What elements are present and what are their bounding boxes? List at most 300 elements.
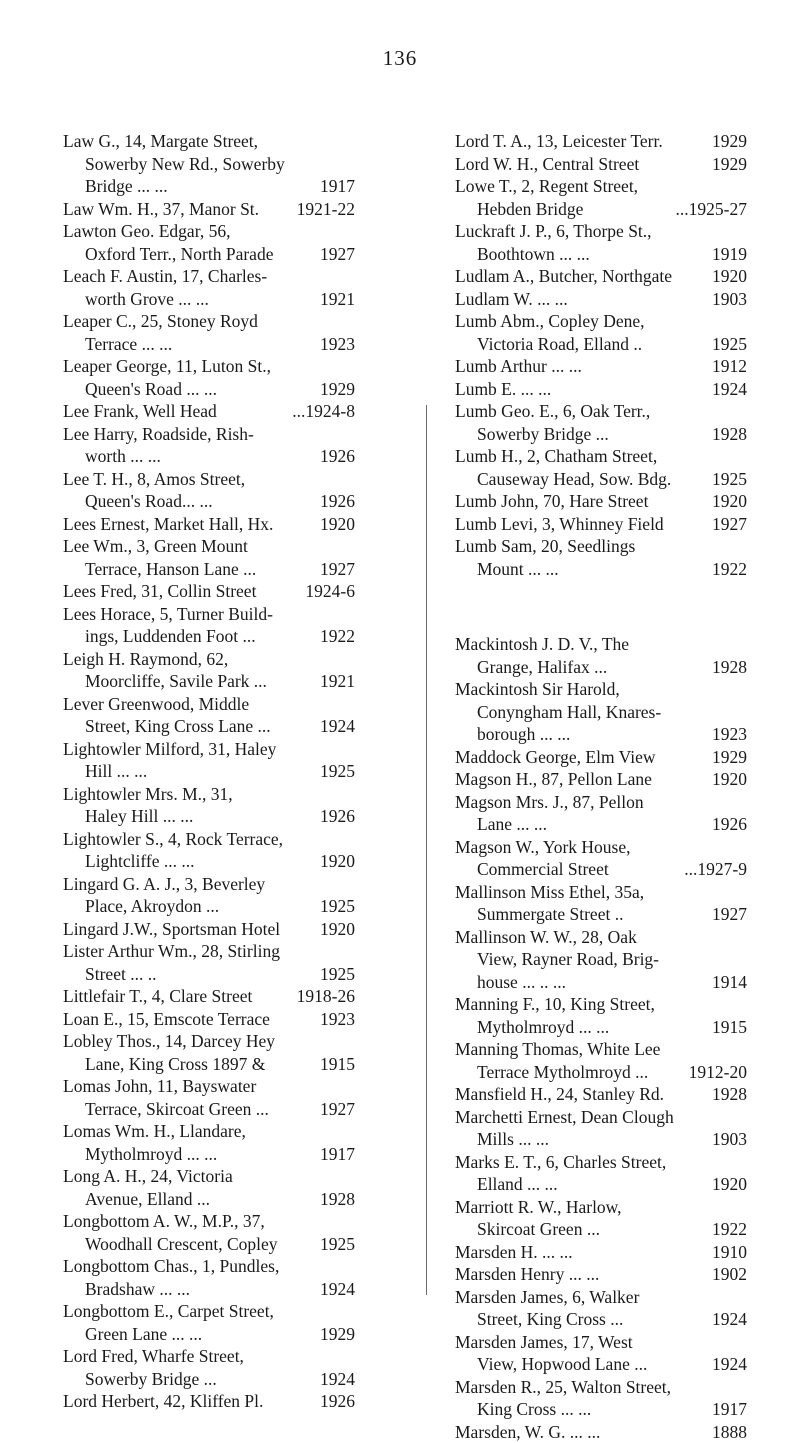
- directory-entry: [455, 678, 747, 746]
- directory-entry: [63, 1255, 355, 1300]
- entry-text: worth Grove ... ...: [85, 288, 209, 311]
- entry-final-line: [455, 355, 747, 378]
- entry-text-line: Sowerby New Rd., Sowerby: [63, 153, 355, 176]
- entry-final-line: [455, 903, 747, 926]
- entry-text-line: Manning F., 10, King Street,: [455, 993, 747, 1016]
- directory-entry: [455, 513, 747, 536]
- entry-final-line: [63, 1233, 355, 1256]
- entry-year: 1926: [712, 813, 747, 836]
- entry-year: 1924: [712, 1353, 747, 1376]
- entry-text-line: View, Rayner Road, Brig-: [455, 948, 747, 971]
- directory-entry: [455, 1286, 747, 1331]
- entry-final-line: [63, 378, 355, 401]
- entry-text: Commercial Street: [477, 858, 609, 881]
- entry-text-line: Marriott R. W., Harlow,: [455, 1196, 747, 1219]
- entry-text-line: Lowe T., 2, Regent Street,: [455, 175, 747, 198]
- entry-text-line: Magson W., York House,: [455, 836, 747, 859]
- entry-year: 1915: [320, 1053, 355, 1076]
- entry-year: 1910: [712, 1241, 747, 1264]
- entry-final-line: [63, 490, 355, 513]
- entry-text: Lingard J.W., Sportsman Hotel: [63, 918, 280, 941]
- directory-entry: [455, 490, 747, 513]
- entry-text: Lord W. H., Central Street: [455, 153, 639, 176]
- entry-text-line: Law G., 14, Margate Street,: [63, 130, 355, 153]
- entry-text-line: Longbottom E., Carpet Street,: [63, 1300, 355, 1323]
- entry-final-line: [455, 1353, 747, 1376]
- entry-year: 1924: [320, 1368, 355, 1391]
- entry-final-line: [63, 1053, 355, 1076]
- directory-entry: [63, 1345, 355, 1390]
- entry-final-line: [63, 175, 355, 198]
- entry-text: ings, Luddenden Foot ...: [85, 625, 256, 648]
- entry-final-line: [63, 558, 355, 581]
- entry-final-line: [455, 378, 747, 401]
- entry-text: Mount ... ...: [477, 558, 559, 581]
- entry-final-line: [63, 1008, 355, 1031]
- entry-text-line: Magson Mrs. J., 87, Pellon: [455, 791, 747, 814]
- entry-final-line: [63, 513, 355, 536]
- directory-entry: [63, 1300, 355, 1345]
- entry-text: Lumb John, 70, Hare Street: [455, 490, 648, 513]
- directory-entry: [455, 400, 747, 445]
- entry-text: Avenue, Elland ...: [85, 1188, 210, 1211]
- entry-final-line: [455, 1173, 747, 1196]
- entry-year: 1925: [320, 963, 355, 986]
- entry-text-line: Lee Harry, Roadside, Rish-: [63, 423, 355, 446]
- entry-final-line: [455, 333, 747, 356]
- entry-text-line: Lumb Geo. E., 6, Oak Terr.,: [455, 400, 747, 423]
- directory-entry: [63, 1120, 355, 1165]
- directory-entry: [63, 783, 355, 828]
- entry-text: Victoria Road, Elland ..: [477, 333, 642, 356]
- entry-final-line: [455, 130, 747, 153]
- entry-text: Skircoat Green ...: [477, 1218, 600, 1241]
- entry-text: Magson H., 87, Pellon Lane: [455, 768, 652, 791]
- entry-text-line: Lawton Geo. Edgar, 56,: [63, 220, 355, 243]
- entry-year: 1919: [712, 243, 747, 266]
- entry-final-line: [455, 265, 747, 288]
- entry-year: 1926: [320, 805, 355, 828]
- entry-final-line: [455, 198, 747, 221]
- entry-text-line: Lee T. H., 8, Amos Street,: [63, 468, 355, 491]
- directory-entry: [63, 310, 355, 355]
- directory-entry: [63, 220, 355, 265]
- entry-text: Mytholmroyd ... ...: [477, 1016, 609, 1039]
- entry-year: 1915: [712, 1016, 747, 1039]
- entry-text-line: Luckraft J. P., 6, Thorpe St.,: [455, 220, 747, 243]
- entry-text-line: Lightowler S., 4, Rock Terrace,: [63, 828, 355, 851]
- entry-text-line: Longbottom Chas., 1, Pundles,: [63, 1255, 355, 1278]
- entry-year: 1927: [320, 558, 355, 581]
- entry-text: Marsden H. ... ...: [455, 1241, 573, 1264]
- entry-final-line: [63, 625, 355, 648]
- entry-final-line: [455, 153, 747, 176]
- entry-text: Ludlam W. ... ...: [455, 288, 568, 311]
- entry-text: Oxford Terr., North Parade: [85, 243, 273, 266]
- entry-final-line: [455, 468, 747, 491]
- directory-entry: [455, 288, 747, 311]
- directory-entry: [63, 535, 355, 580]
- directory-entry: [455, 1196, 747, 1241]
- entry-year: 1929: [320, 378, 355, 401]
- directory-entry: [63, 1008, 355, 1031]
- directory-entry: [455, 153, 747, 176]
- entry-text: Boothtown ... ...: [477, 243, 590, 266]
- entry-year: 1917: [320, 175, 355, 198]
- entry-year: 1929: [712, 153, 747, 176]
- entry-text-line: Lumb Sam, 20, Seedlings: [455, 535, 747, 558]
- entry-year: 1917: [320, 1143, 355, 1166]
- entry-final-line: [455, 1061, 747, 1084]
- directory-entry: [63, 1075, 355, 1120]
- entry-year: 1922: [712, 1218, 747, 1241]
- directory-column-left: [63, 130, 355, 1413]
- entry-text: Moorcliffe, Savile Park ...: [85, 670, 267, 693]
- directory-entry: [63, 1165, 355, 1210]
- entry-year: 1924: [712, 378, 747, 401]
- directory-entry: [455, 926, 747, 994]
- directory-entry: [63, 513, 355, 536]
- entry-text-line: Lord Fred, Wharfe Street,: [63, 1345, 355, 1368]
- directory-entry: [455, 220, 747, 265]
- entry-final-line: [63, 580, 355, 603]
- column-divider: [426, 405, 427, 1295]
- entry-year: 1927: [712, 903, 747, 926]
- entry-year: 1924-6: [305, 580, 355, 603]
- entry-text: Elland ... ...: [477, 1173, 558, 1196]
- entry-text-line: Marsden R., 25, Walton Street,: [455, 1376, 747, 1399]
- entry-year: 1928: [320, 1188, 355, 1211]
- entry-final-line: [455, 1263, 747, 1286]
- entry-year: 1920: [712, 490, 747, 513]
- directory-entry: [455, 1331, 747, 1376]
- entry-text: worth ... ...: [85, 445, 161, 468]
- entry-year: ...1925-27: [676, 198, 747, 221]
- entry-final-line: [455, 971, 747, 994]
- entry-year: 1920: [712, 768, 747, 791]
- entry-year: 1927: [320, 1098, 355, 1121]
- directory-entry: [63, 1030, 355, 1075]
- directory-entry: [455, 175, 747, 220]
- entry-text: Lumb E. ... ...: [455, 378, 551, 401]
- directory-entry: [455, 1038, 747, 1083]
- directory-entry: [455, 1106, 747, 1151]
- entry-text-line: Marsden James, 17, West: [455, 1331, 747, 1354]
- directory-entry: [63, 985, 355, 1008]
- entry-year: 1902: [712, 1263, 747, 1286]
- entry-final-line: [63, 963, 355, 986]
- entry-final-line: [63, 1188, 355, 1211]
- entry-text-line: Lumb H., 2, Chatham Street,: [455, 445, 747, 468]
- entry-final-line: [455, 1421, 747, 1443]
- entry-final-line: [63, 715, 355, 738]
- entry-year: 1917: [712, 1398, 747, 1421]
- directory-entry: [455, 1376, 747, 1421]
- entry-text: Queen's Road ... ...: [85, 378, 217, 401]
- entry-year: 1923: [712, 723, 747, 746]
- entry-year: 1925: [320, 760, 355, 783]
- directory-entry: [455, 1263, 747, 1286]
- directory-entry: [63, 423, 355, 468]
- directory-entry: [455, 1151, 747, 1196]
- directory-entry: [455, 768, 747, 791]
- entry-text: King Cross ... ...: [477, 1398, 591, 1421]
- directory-entry: [63, 918, 355, 941]
- entry-year: 1923: [320, 1008, 355, 1031]
- entry-text-line: Lees Horace, 5, Turner Build-: [63, 603, 355, 626]
- entry-text: Lord T. A., 13, Leicester Terr.: [455, 130, 663, 153]
- directory-entry: [63, 873, 355, 918]
- entry-text: Law Wm. H., 37, Manor St.: [63, 198, 259, 221]
- entry-final-line: [455, 656, 747, 679]
- directory-entry: [63, 940, 355, 985]
- entry-text-line: Long A. H., 24, Victoria: [63, 1165, 355, 1188]
- entry-year: 1923: [320, 333, 355, 356]
- entry-final-line: [63, 288, 355, 311]
- entry-year: 1920: [712, 265, 747, 288]
- entry-text: Lightcliffe ... ...: [85, 850, 195, 873]
- entry-text-line: Lever Greenwood, Middle: [63, 693, 355, 716]
- entry-text: Lord Herbert, 42, Kliffen Pl.: [63, 1390, 263, 1413]
- directory-entry: [455, 1421, 747, 1443]
- directory-entry: [455, 881, 747, 926]
- entry-text-line: Lumb Abm., Copley Dene,: [455, 310, 747, 333]
- entry-final-line: [63, 1278, 355, 1301]
- directory-entry: [455, 265, 747, 288]
- directory-entry: [455, 355, 747, 378]
- entry-year: ...1927-9: [684, 858, 747, 881]
- page-number: 136: [0, 46, 800, 71]
- entry-year: 1914: [712, 971, 747, 994]
- entry-text: Mansfield H., 24, Stanley Rd.: [455, 1083, 664, 1106]
- directory-entry: [455, 1083, 747, 1106]
- entry-text-line: Lomas John, 11, Bayswater: [63, 1075, 355, 1098]
- entry-text-line: Lobley Thos., 14, Darcey Hey: [63, 1030, 355, 1053]
- entry-text: Terrace, Hanson Lane ...: [85, 558, 256, 581]
- directory-entry: [455, 130, 747, 153]
- entry-year: 1903: [712, 288, 747, 311]
- directory-column-right: [455, 130, 747, 1443]
- entry-text: Bridge ... ...: [85, 175, 168, 198]
- entry-text: Haley Hill ... ...: [85, 805, 193, 828]
- entry-year: 1928: [712, 423, 747, 446]
- entry-year: 1925: [712, 468, 747, 491]
- entry-text: Street, King Cross ...: [477, 1308, 623, 1331]
- entry-text-line: Lister Arthur Wm., 28, Stirling: [63, 940, 355, 963]
- entry-text: Sowerby Bridge ...: [85, 1368, 217, 1391]
- entry-text-line: Leaper C., 25, Stoney Royd: [63, 310, 355, 333]
- entry-final-line: [63, 1098, 355, 1121]
- entry-year: 1929: [712, 746, 747, 769]
- entry-year: 1921: [320, 670, 355, 693]
- entry-final-line: [63, 243, 355, 266]
- entry-text: Marsden, W. G. ... ...: [455, 1421, 600, 1443]
- directory-entry: [63, 198, 355, 221]
- directory-entry: [455, 1241, 747, 1264]
- entry-final-line: [63, 198, 355, 221]
- entry-text: Queen's Road... ...: [85, 490, 213, 513]
- entry-text: Street ... ..: [85, 963, 156, 986]
- entry-year: 1926: [320, 1390, 355, 1413]
- entry-text: Lane, King Cross 1897 &: [85, 1053, 265, 1076]
- entry-text-line: Leach F. Austin, 17, Charles-: [63, 265, 355, 288]
- entry-text: Causeway Head, Sow. Bdg.: [477, 468, 671, 491]
- entry-year: 1925: [712, 333, 747, 356]
- directory-entry: [455, 535, 747, 580]
- entry-text: Mills ... ...: [477, 1128, 549, 1151]
- entry-final-line: [455, 558, 747, 581]
- entry-final-line: [63, 1143, 355, 1166]
- entry-text-line: Marsden James, 6, Walker: [455, 1286, 747, 1309]
- entry-final-line: [455, 423, 747, 446]
- entry-year: 1924: [320, 1278, 355, 1301]
- entry-final-line: [455, 1083, 747, 1106]
- entry-text: Terrace Mytholmroyd ...: [477, 1061, 648, 1084]
- entry-final-line: [455, 1218, 747, 1241]
- entry-year: 1921: [320, 288, 355, 311]
- entry-final-line: [63, 670, 355, 693]
- entry-text-line: Mallinson Miss Ethel, 35a,: [455, 881, 747, 904]
- entry-year: 1921-22: [297, 198, 355, 221]
- entry-year: 1922: [712, 558, 747, 581]
- entry-year: 1924: [320, 715, 355, 738]
- entry-text: Green Lane ... ...: [85, 1323, 202, 1346]
- entry-text: Loan E., 15, Emscote Terrace: [63, 1008, 270, 1031]
- entry-text-line: Lee Wm., 3, Green Mount: [63, 535, 355, 558]
- entry-final-line: [455, 813, 747, 836]
- directory-entry: [455, 310, 747, 355]
- entry-text-line: Lomas Wm. H., Llandare,: [63, 1120, 355, 1143]
- entry-final-line: [455, 1398, 747, 1421]
- directory-entry: [63, 648, 355, 693]
- entry-text: Grange, Halifax ...: [477, 656, 607, 679]
- entry-year: 1920: [320, 918, 355, 941]
- entry-text: Lees Ernest, Market Hall, Hx.: [63, 513, 273, 536]
- entry-year: 1920: [320, 850, 355, 873]
- directory-entry: [63, 355, 355, 400]
- entry-final-line: [63, 333, 355, 356]
- entry-final-line: [63, 805, 355, 828]
- entry-year: 1927: [320, 243, 355, 266]
- entry-year: 1929: [320, 1323, 355, 1346]
- directory-entry: [63, 1390, 355, 1413]
- entry-text-line: Leigh H. Raymond, 62,: [63, 648, 355, 671]
- entry-final-line: [455, 1308, 747, 1331]
- entry-final-line: [63, 1368, 355, 1391]
- directory-entry: [63, 1210, 355, 1255]
- entry-year: 1920: [712, 1173, 747, 1196]
- directory-entry: [455, 993, 747, 1038]
- entry-final-line: [63, 1390, 355, 1413]
- entry-text: Sowerby Bridge ...: [477, 423, 609, 446]
- entry-text: Hill ... ...: [85, 760, 147, 783]
- entry-year: 1929: [712, 130, 747, 153]
- directory-entry: [63, 468, 355, 513]
- entry-text: Lumb Levi, 3, Whinney Field: [455, 513, 664, 536]
- entry-final-line: [455, 490, 747, 513]
- entry-year: 1918-26: [297, 985, 355, 1008]
- entry-text: Ludlam A., Butcher, Northgate: [455, 265, 672, 288]
- entry-text-line: Manning Thomas, White Lee: [455, 1038, 747, 1061]
- entry-final-line: [63, 400, 355, 423]
- directory-entry: [455, 445, 747, 490]
- entry-text-line: Mackintosh Sir Harold,: [455, 678, 747, 701]
- directory-entry: [63, 693, 355, 738]
- entry-final-line: [455, 513, 747, 536]
- entry-final-line: [63, 1323, 355, 1346]
- entry-text-line: Mackintosh J. D. V., The: [455, 633, 747, 656]
- directory-entry: [455, 746, 747, 769]
- entry-text: Terrace, Skircoat Green ...: [85, 1098, 269, 1121]
- directory-entry: [63, 603, 355, 648]
- entry-text-line: Conyngham Hall, Knares-: [455, 701, 747, 724]
- entry-final-line: [455, 723, 747, 746]
- entries-group-l: [455, 130, 747, 580]
- entry-final-line: [455, 858, 747, 881]
- entry-text: Mytholmroyd ... ...: [85, 1143, 217, 1166]
- entry-text: Lee Frank, Well Head: [63, 400, 217, 423]
- entry-text: Hebden Bridge: [477, 198, 583, 221]
- entry-year: 1903: [712, 1128, 747, 1151]
- entry-text: Marsden Henry ... ...: [455, 1263, 599, 1286]
- directory-entry: [63, 738, 355, 783]
- entry-year: 1926: [320, 490, 355, 513]
- entry-year: ...1924-8: [292, 400, 355, 423]
- directory-entry: [63, 400, 355, 423]
- section-gap: [455, 580, 747, 633]
- entry-year: 1888: [712, 1421, 747, 1443]
- entry-text: borough ... ...: [477, 723, 570, 746]
- entry-text-line: Leaper George, 11, Luton St.,: [63, 355, 355, 378]
- entry-text: Lane ... ...: [477, 813, 547, 836]
- entry-year: 1925: [320, 1233, 355, 1256]
- entry-text: Street, King Cross Lane ...: [85, 715, 271, 738]
- directory-entry: [455, 633, 747, 678]
- entry-year: 1926: [320, 445, 355, 468]
- entry-year: 1912-20: [689, 1061, 747, 1084]
- entry-text-line: Longbottom A. W., M.P., 37,: [63, 1210, 355, 1233]
- directory-entry: [63, 580, 355, 603]
- entry-final-line: [455, 768, 747, 791]
- entry-final-line: [455, 243, 747, 266]
- entry-text: Lees Fred, 31, Collin Street: [63, 580, 256, 603]
- entry-final-line: [455, 1016, 747, 1039]
- entry-text: Maddock George, Elm View: [455, 746, 655, 769]
- entry-text-line: Marchetti Ernest, Dean Clough: [455, 1106, 747, 1129]
- entry-final-line: [455, 1128, 747, 1151]
- directory-entry: [63, 130, 355, 198]
- entry-text-line: Lightowler Mrs. M., 31,: [63, 783, 355, 806]
- directory-entry: [455, 836, 747, 881]
- entry-text: View, Hopwood Lane ...: [477, 1353, 647, 1376]
- entry-final-line: [63, 445, 355, 468]
- entry-text: Summergate Street ..: [477, 903, 623, 926]
- entry-final-line: [455, 288, 747, 311]
- directory-entry: [455, 378, 747, 401]
- entry-final-line: [63, 918, 355, 941]
- entry-final-line: [63, 850, 355, 873]
- entries-group-m: [455, 633, 747, 1443]
- entry-year: 1912: [712, 355, 747, 378]
- entry-final-line: [63, 760, 355, 783]
- entry-final-line: [63, 895, 355, 918]
- entry-year: 1928: [712, 1083, 747, 1106]
- entry-year: 1922: [320, 625, 355, 648]
- entry-text: Bradshaw ... ...: [85, 1278, 190, 1301]
- entry-final-line: [455, 746, 747, 769]
- directory-entry: [455, 791, 747, 836]
- entry-text-line: Marks E. T., 6, Charles Street,: [455, 1151, 747, 1174]
